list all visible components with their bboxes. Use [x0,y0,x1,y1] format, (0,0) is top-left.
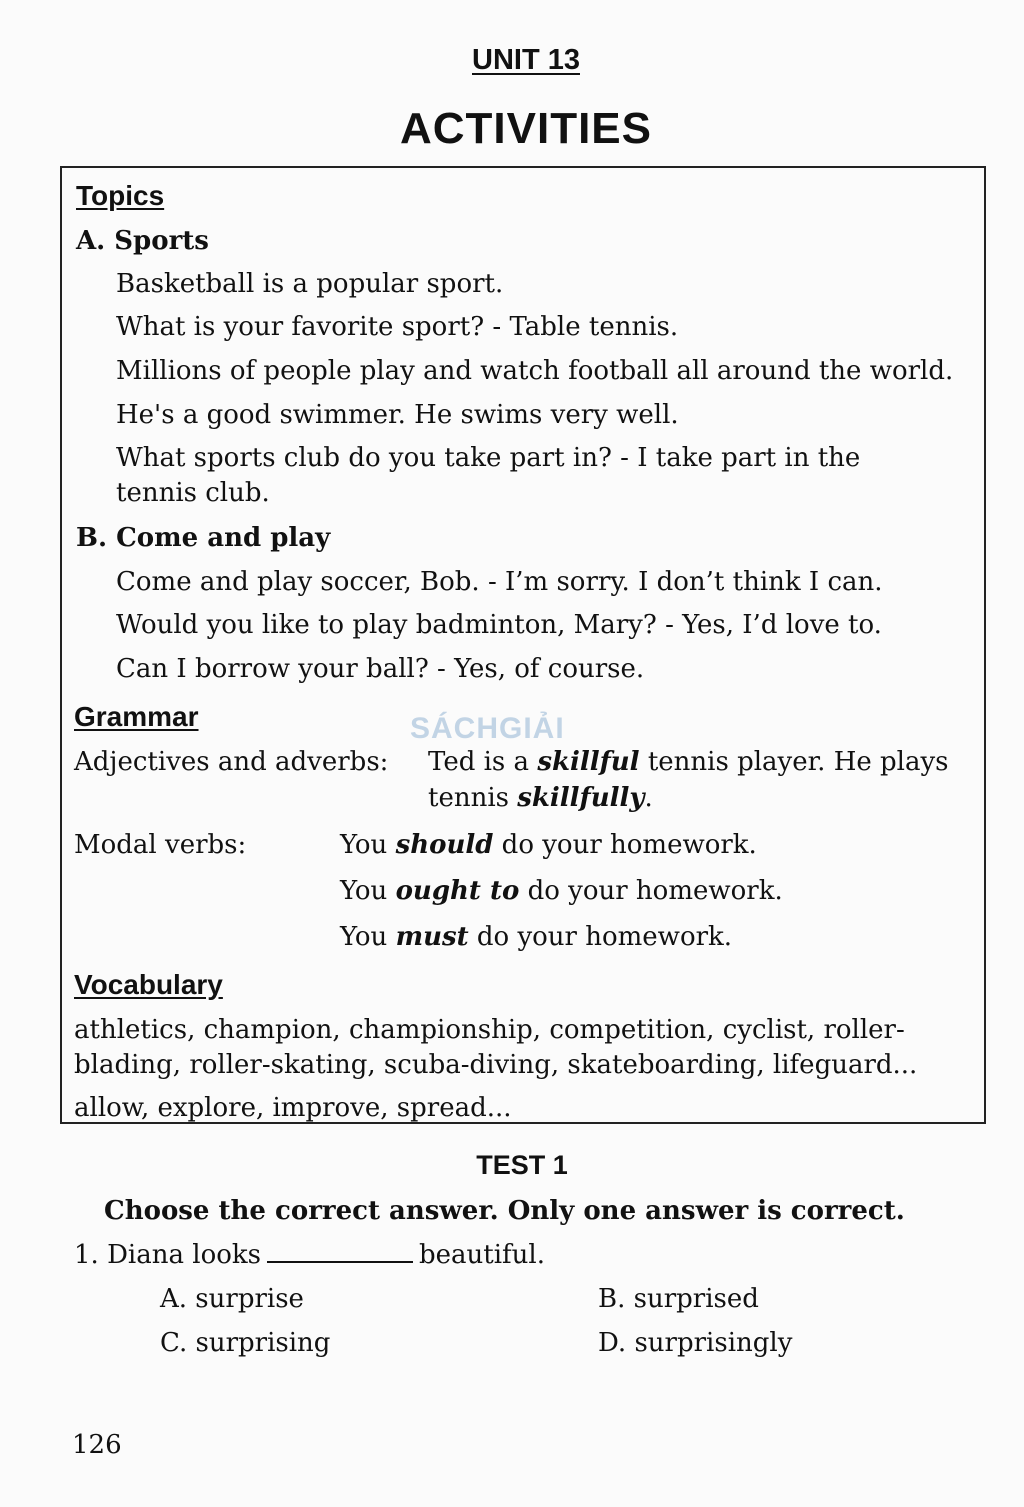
emphasis-text: skillful [537,747,640,777]
emphasis-text: should [395,830,494,860]
example-text: . [644,783,653,813]
example-text: tennis player. He plays [639,747,949,777]
grammar-heading: Grammar [74,701,199,732]
emphasis-text: ought to [395,876,520,906]
sports-line: What sports club do you take part in? - I take part in the [116,443,861,473]
vocabulary-line: athletics, champion, championship, competition, cyclist, roller- [74,1015,905,1045]
vocabulary-heading: Vocabulary [74,969,223,1000]
emphasis-text: skillfully [517,783,645,813]
test-title: TEST 1 [476,1150,568,1180]
sports-line: Millions of people play and watch football all around the world. [116,356,954,386]
adjective-example [428,749,949,775]
sports-heading: A. Sports [76,226,209,256]
come-and-play-heading: B. Come and play [76,523,331,553]
example-text: You [340,922,396,952]
page-number: 126 [72,1430,122,1460]
sports-line: tennis club. [116,478,270,508]
come-and-play-line: Would you like to play badminton, Mary? - Yes, I’d love to. [116,610,882,640]
sports-line: He's a good swimmer. He swims very well. [116,400,679,430]
option-d: D. surprisingly [598,1328,793,1358]
example-text: tennis [428,783,518,813]
example-text: You [340,830,396,860]
question-text: beautiful. [418,1240,545,1270]
unit-label: UNIT 13 [472,44,580,76]
example-text: do your homework. [493,830,757,860]
question-1 [74,1242,545,1268]
vocabulary-line: blading, roller-skating, scuba-diving, skateboarding, lifeguard... [74,1050,918,1080]
come-and-play-line: Come and play soccer, Bob. - I’m sorry. I don’t think I can. [116,567,883,597]
topics-heading: Topics [76,180,165,211]
modal-example [340,832,757,858]
example-text: You [340,876,396,906]
sports-line: Basketball is a popular sport. [116,269,504,299]
question-text: Diana looks [107,1240,261,1270]
option-a: A. surprise [160,1284,304,1314]
emphasis-text: must [395,922,469,952]
adjectives-label: Adjectives and adverbs: [74,747,389,777]
test-instruction: Choose the correct answer. Only one answer is correct. [104,1196,905,1226]
come-and-play-line: Can I borrow your ball? - Yes, of course. [116,654,645,684]
summary-box [60,166,986,1124]
vocabulary-line: allow, explore, improve, spread... [74,1093,512,1123]
example-text: do your homework. [468,922,733,952]
modal-verbs-label: Modal verbs: [74,830,247,860]
answer-blank [267,1261,413,1263]
modal-example [340,878,783,904]
option-c: C. surprising [160,1328,331,1358]
example-text: Ted is a [428,747,538,777]
adverb-example [428,785,653,811]
modal-example [340,924,732,950]
option-b: B. surprised [598,1284,759,1314]
watermark: SÁCHGIẢI [410,712,565,745]
example-text: do your homework. [519,876,783,906]
question-number: 1. [74,1240,99,1270]
sports-line: What is your favorite sport? - Table tennis. [116,312,679,342]
unit-title: ACTIVITIES [399,104,653,153]
